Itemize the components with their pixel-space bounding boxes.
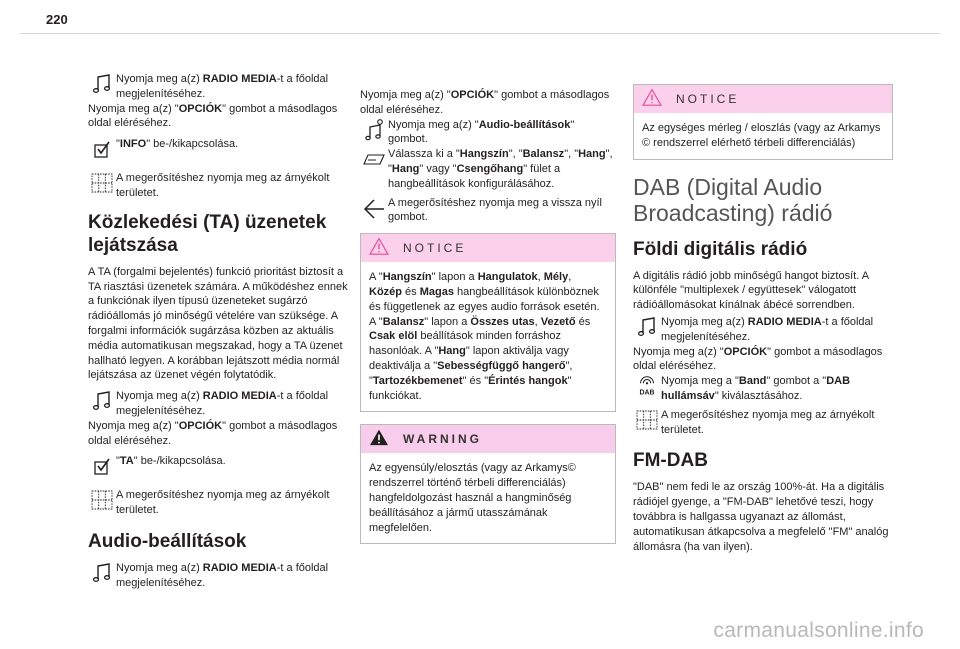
opciok-instruction-2: Nyomja meg a(z) "OPCIÓK" gombot a másodlagos oldal eléréséhez. (88, 419, 338, 447)
tab-slider-icon (360, 147, 388, 173)
heading-ta-messages: Közlekedési (TA) üzenetek lejátszása (88, 211, 327, 256)
step-confirm: A megerősítéshez nyomja meg az árnyékolt területet. (88, 171, 348, 201)
step-text: Nyomja meg a(z) RADIO MEDIA-t a főoldal megjelenítéséhez. (116, 73, 329, 100)
warning-triangle-icon (642, 88, 662, 111)
music-note-icon (633, 315, 661, 341)
step-audio-settings: Nyomja meg a(z) "Audio-beállítások" gombot. (360, 118, 616, 148)
column-1 (88, 72, 348, 595)
audio-settings-icon (360, 118, 388, 144)
notice-body: A "Hangszín" lapon a Hangulatok, Mély, Közép és Magas hangbeállítások különböznek és függetlenek az egyes audio források esetén. A "Balansz" lapon a Összes utas, Vezető és Csak elöl beállítások minden forráshoz hasonlóak. A "Hang" lapon aktiválja vagy deaktiválja a "Sebességfüggő hangerő", "Tartozékbemenet" és "Érintés hangok" funkciókat. (369, 271, 600, 402)
back-arrow-icon (360, 196, 388, 222)
shaded-area-icon (88, 171, 116, 197)
column-3 (633, 84, 893, 560)
step-radio-media-4: Nyomja meg a(z) RADIO MEDIA-t a főoldal megjelenítéséhez. (633, 315, 893, 345)
page-number: 220 (46, 12, 68, 27)
warning-triangle-icon (369, 237, 389, 260)
warning-title: WARNING (403, 431, 482, 446)
step-confirm-3: A megerősítéshez nyomja meg az árnyékolt területet. (633, 408, 893, 438)
heading-dab-radio: DAB (Digital Audio Broadcasting) rádió (633, 173, 833, 226)
warning-body: Az egyensúly/elosztás (vagy az Arkamys© rendszerrel történő térbeli differenciálás) hangfeldolgozást használ a hangminőség beállításához a jármű utasszámának megfelelően. (369, 462, 576, 534)
step-radio-media-3: Nyomja meg a(z) RADIO MEDIA-t a főoldal megjelenítéséhez. (88, 561, 348, 591)
step-ta-toggle: "TA" be-/kikapcsolása. (88, 454, 348, 480)
notice-title: NOTICE (676, 91, 740, 106)
music-note-icon (88, 389, 116, 415)
music-note-icon (88, 72, 116, 98)
warning-box (360, 424, 616, 544)
step-select-tab: Válassza ki a "Hangszín", "Balansz", "Hang", "Hang" vagy "Csengőhang" fület a hangbeállítások konfigurálásához. (360, 147, 616, 191)
dab-radio-icon (633, 374, 661, 400)
notice-body: Az egységes mérleg / eloszlás (vagy az Arkamys © rendszerrel elérhető térbeli differenciálás) (642, 122, 881, 149)
notice-title: NOTICE (403, 240, 467, 255)
step-band: DAB Nyomja meg a "Band" gombot a "DAB hullámsáv" kiválasztásához. (633, 374, 893, 404)
watermark-footer: carmanualsonline.info (713, 619, 924, 642)
step-confirm-2: A megerősítéshez nyomja meg az árnyékolt területet. (88, 488, 348, 518)
step-radio-media-2: Nyomja meg a(z) RADIO MEDIA-t a főoldal megjelenítéséhez. (88, 389, 348, 419)
checkbox-icon (88, 137, 116, 163)
music-note-icon (88, 561, 116, 587)
step-radio-media (88, 72, 348, 102)
heading-fm-dab: FM-DAB (633, 450, 708, 472)
svg-text:DAB: DAB (639, 389, 655, 397)
heading-terrestrial-digital: Földi digitális rádió (633, 238, 808, 260)
opciok-instruction: Nyomja meg a(z) "OPCIÓK" gombot a másodlagos oldal eléréséhez. (88, 102, 338, 130)
notice-box-balance (633, 84, 893, 160)
dab-description: A digitális rádió jobb minőségű hangot biztosít. A különféle "multiplexek / együttesek" válogatott rádióállomásokat kínálnak ábécé sorrendben. (633, 269, 869, 312)
ta-description: A TA (forgalmi bejelentés) funkció prioritást biztosít a TA riasztási üzenetek számára. A működéshez ennek a funkciónak ilyen típusú üzeneteket sugárzó rádióállomás jó minőségű vételére van szüksége. A forgalmi információk sugárzása közben az aktuális média automatikusan megszakad, hogy a TA üzenet hallható legyen. A korábban lejátszott média normál lejátszása az üzenet végén folytatódik. (88, 265, 348, 382)
warning-triangle-icon (369, 428, 389, 451)
shaded-area-icon (633, 408, 661, 434)
opciok-instruction-3: Nyomja meg a(z) "OPCIÓK" gombot a másodlagos oldal eléréséhez. (360, 89, 610, 116)
top-divider (20, 33, 940, 34)
step-back: A megerősítéshez nyomja meg a vissza nyíl gombot. (360, 196, 616, 226)
opciok-instruction-4: Nyomja meg a(z) "OPCIÓK" gombot a másodlagos oldal eléréséhez. (633, 345, 883, 373)
step-info-toggle: "INFO" be-/kikapcsolása. (88, 137, 348, 163)
fm-dab-description: "DAB" nem fedi le az ország 100%-át. Ha a digitális rádiójel gyenge, a "FM-DAB" lehetővé teszi, hogy továbbra is hallgassa ugyanazt az állomást, automatikusan átkapcsolva a megfelelő "FM" analóg állomásra (ha van ilyen). (633, 481, 889, 553)
shaded-area-icon (88, 488, 116, 514)
column-2 (360, 72, 616, 556)
heading-audio-settings: Audio-beállítások (88, 530, 247, 552)
notice-box-tabs (360, 233, 616, 412)
checkbox-icon (88, 454, 116, 480)
